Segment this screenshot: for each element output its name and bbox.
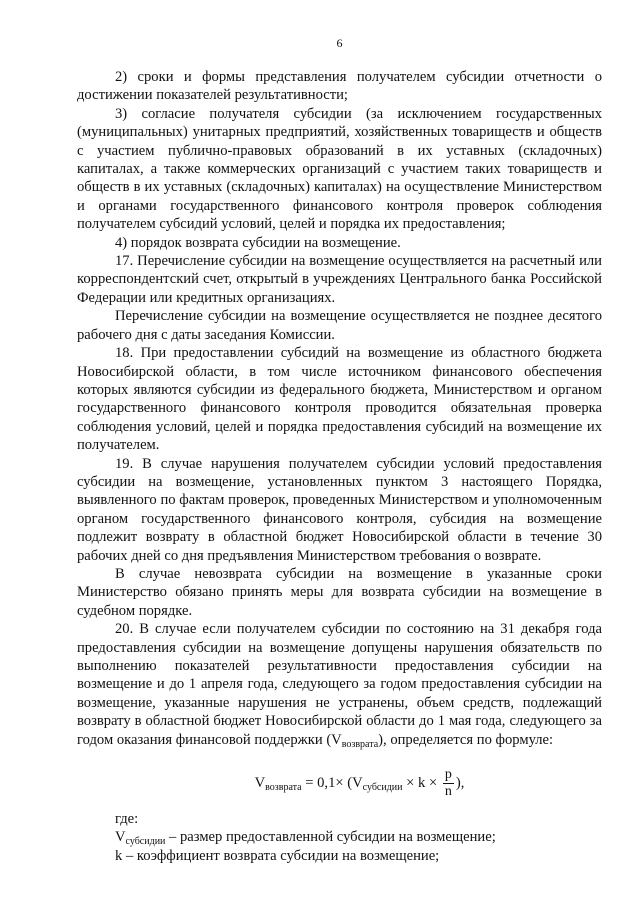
fraction-numerator: p [444,767,452,783]
fraction-denominator: n [444,784,452,800]
definition-v-subsidy: $V_{субсидии}$ – размер предоставленной субсидии на возмещение; [115,829,496,848]
definition-k: k – коэффициент возврата субсидии на возмещение; [115,847,440,864]
paragraph-19: 19. В случае нарушения получателем субсидии условий предоставления субсидии на возмещение, установленных пунктом 3 настоящего Порядка, выявленного по фактам проверок, проведенных Министерством и уполномоченным органом государственного финансового контроля, субсидия на возмещение подлежит возврату в областной бюджет Новосибирской области в течение 30 рабочих дней со дня предъявления Министерством требования о возврате. [77,455,602,564]
paragraph-20: 20. В случае если получателем субсидии по состоянию на 31 декабря года предоставления субсидии на возмещение допущены нарушения обязательств по выполнению показателей результативности предоставления субсидии на возмещение и до 1 апреля года, следующего за годом предоставления субсидии на возмещение, указанные нарушения не устранены, объем средств, подлежащий возврату в областной бюджет Новосибирской области до 1 мая года, следующего за годом оказания финансовой поддержки $(V_{возврата})$, определяется по формуле: [77,621,602,750]
where-label: где: [115,811,139,828]
paragraph-19-continued: В случае невозврата субсидии на возмещение в указанные сроки Министерство обязано принять меры для возврата субсидии на возмещение в судебном порядке. [77,565,602,619]
paragraph-item-3: 3) согласие получателя субсидии (за исключением государственных (муниципальных) унитарных предприятий, хозяйственных товариществ и обществ с участием публично-правовых образований в их уставных (складочных) капиталах, а также коммерческих организаций с участием таких товариществ и обществ в их уставных (складочных) капиталах) на осуществление Министерством и органами государственного финансового контроля проверок соблюдения получателем субсидий условий, целей и порядка их предоставления; [77,105,602,233]
paragraph-item-2: 2) сроки и формы представления получателем субсидии отчетности о достижении показателей результативности; [77,69,602,104]
page-number: 6 [336,36,343,50]
refund-formula: $V_{возврата} = 0,1\times (V_{субсидии} \times k$ × $\frac{p}{n}$ ), [254,767,465,800]
paragraph-18: 18. При предоставлении субсидий на возмещение из областного бюджета Новосибирской области, в том числе источником финансового обеспечения которых являются субсидии из федерального бюджета, Министерством и органом государственного финансового контроля проводится обязательная проверка соблюдения условий, целей и порядка предоставления субсидий на возмещение их получателем. [77,345,602,454]
paragraph-item-4: 4) порядок возврата субсидии на возмещение. [115,234,401,251]
paragraph-17: 17. Перечисление субсидии на возмещение осуществляется на расчетный или корреспондентский счет, открытый в учреждениях Центрального банка Российской Федерации или кредитных организациях. [77,253,602,306]
paragraph-17-continued: Перечисление субсидии на возмещение осуществляется не позднее десятого рабочего дня с даты заседания Комиссии. [77,308,602,343]
formula-fraction [443,767,454,800]
